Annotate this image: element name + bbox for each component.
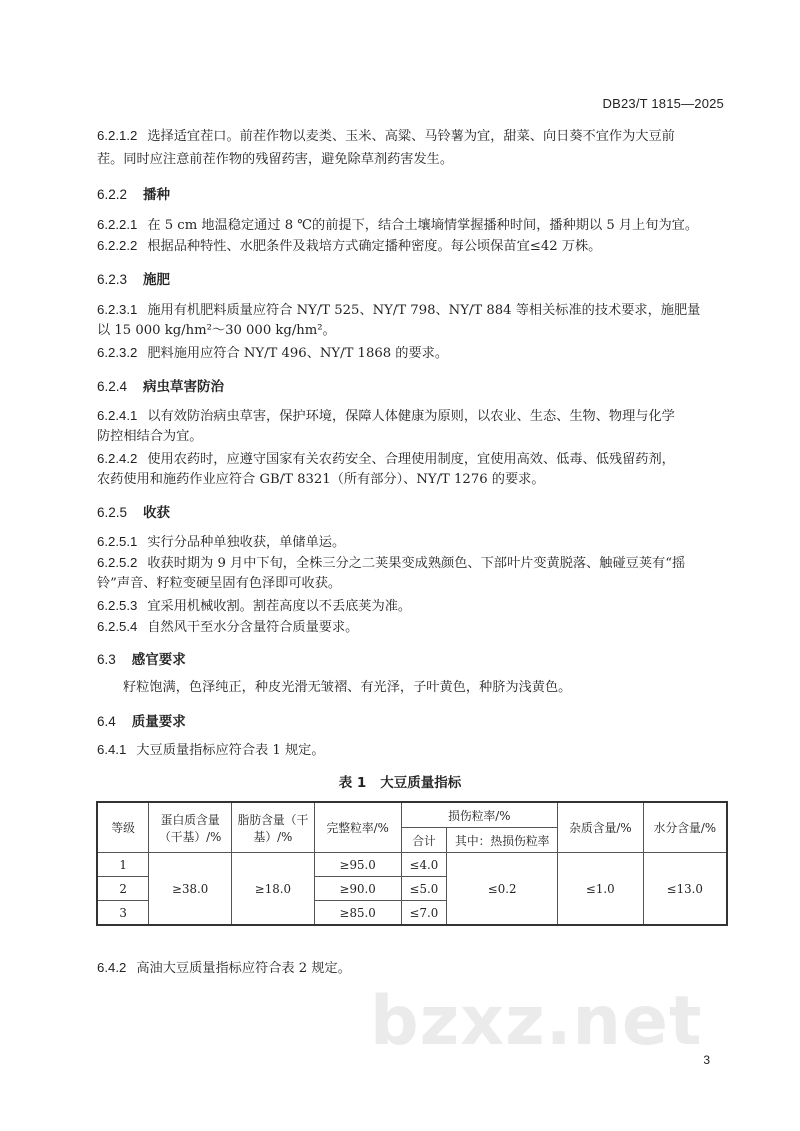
section-number: 6.3 <box>97 652 116 667</box>
clause-text: 大豆质量指标应符合表 1 规定。 <box>136 743 325 758</box>
clause-text: 施用有机肥料质量应符合 NY/T 525、NY/T 798、NY/T 884 等相关标准的技术要求，施肥量 <box>147 303 701 318</box>
clause-text: 高油大豆质量指标应符合表 2 规定。 <box>136 961 351 976</box>
clause-text: 自然风干至水分含量符合质量要求。 <box>147 620 359 635</box>
section-number: 6.2.4 <box>97 379 128 394</box>
document-number: DB23/T 1815—2025 <box>602 96 724 111</box>
clause-6-4-1 <box>97 740 325 761</box>
clause-text: 收获时期为 9 月中下旬，全株三分之二荚果变成熟颜色、下部叶片变黄脱落、触碰豆荚有“摇 <box>147 556 686 571</box>
clause-text: 以有效防治病虫草害，保护环境，保障人体健康为原则，以农业、生态、生物、物理与化学 <box>147 409 675 424</box>
section-heading-6-2-3 <box>97 268 170 288</box>
clause-text: 实行分品种单独收获，单储单运。 <box>147 535 346 550</box>
cell-fat: ≥18.0 <box>232 853 315 926</box>
section-title: 播种 <box>143 187 171 203</box>
watermark: bzxz.net <box>370 982 703 1061</box>
clause-6-2-2-2 <box>97 236 601 257</box>
section-number: 6.2.5 <box>97 505 128 520</box>
header-heat-damaged: 其中：热损伤粒率 <box>447 828 558 853</box>
section-title: 施肥 <box>143 272 171 288</box>
clause-6-2-4-1-line2: 防控相结合为宜。 <box>97 429 203 444</box>
clause-text: 使用农药时，应遵守国家有关农药安全、合理使用制度，宜使用高效、低毒、低残留药剂， <box>147 452 675 467</box>
clause-6-2-5-2-line2: 铃”声音、籽粒变硬呈固有色泽即可收获。 <box>97 576 342 591</box>
header-protein: 蛋白质含量（干基）/% <box>149 802 232 853</box>
table-caption-title: 大豆质量指标 <box>380 775 462 791</box>
table-row <box>97 853 727 877</box>
section-title: 感官要求 <box>131 652 186 668</box>
header-damaged-kernel: 损伤粒率/% <box>401 802 557 828</box>
clause-6-2-4-1-line1 <box>97 406 675 427</box>
header-fat: 脂肪含量（干基）/% <box>232 802 315 853</box>
header-grade: 等级 <box>97 802 149 853</box>
header-impurity: 杂质含量/% <box>558 802 644 853</box>
header-moisture: 水分含量/% <box>643 802 727 853</box>
cell-complete-kernel: ≥95.0 <box>314 853 401 877</box>
page-number: 3 <box>703 1053 710 1067</box>
cell-damaged-total: ≤7.0 <box>401 901 447 926</box>
clause-number: 6.2.3.1 <box>97 302 138 317</box>
clause-text: 在 5 cm 地温稳定通过 8 ℃的前提下，结合土壤墒情掌握播种时间，播种期以 5 月上旬为宜。 <box>147 218 699 233</box>
clause-number: 6.2.5.1 <box>97 534 138 549</box>
clause-text: 肥料施用应符合 NY/T 496、NY/T 1868 的要求。 <box>147 346 449 361</box>
clause-6-2-1-2-line2: 茬。同时应注意前茬作物的残留药害，避免除草剂药害发生。 <box>97 152 454 167</box>
table-caption-number: 表 1 <box>338 775 367 791</box>
clause-number: 6.2.5.2 <box>97 555 138 570</box>
section-heading-6-4 <box>97 710 186 730</box>
clause-6-2-5-4 <box>97 617 358 638</box>
clause-number: 6.4.1 <box>97 742 127 757</box>
table-header-row <box>97 802 727 828</box>
section-title: 收获 <box>143 505 171 521</box>
soybean-quality-table <box>96 801 728 926</box>
clause-text: 选择适宜茬口。前茬作物以麦类、玉米、高粱、马铃薯为宜，甜菜、向日葵不宜作为大豆前 <box>147 129 675 144</box>
table-caption <box>0 771 800 791</box>
header-damaged-total: 合计 <box>401 828 447 853</box>
clause-number: 6.2.1.2 <box>97 128 138 143</box>
clause-text: 根据品种特性、水肥条件及栽培方式确定播种密度。每公顷保苗宜≤42 万株。 <box>147 239 602 254</box>
cell-damaged-total: ≤4.0 <box>401 853 447 877</box>
section-heading-6-2-5 <box>97 501 170 521</box>
clause-6-2-4-2-line1 <box>97 449 675 470</box>
clause-6-2-5-2-line1 <box>97 553 685 574</box>
clause-number: 6.2.5.4 <box>97 619 138 634</box>
cell-impurity: ≤1.0 <box>558 853 644 926</box>
cell-heat-damaged: ≤0.2 <box>447 853 558 926</box>
section-heading-6-3 <box>97 648 186 668</box>
cell-grade: 3 <box>97 901 149 926</box>
cell-complete-kernel: ≥90.0 <box>314 877 401 901</box>
section-heading-6-2-4 <box>97 375 224 395</box>
section-number: 6.4 <box>97 714 116 729</box>
clause-number: 6.2.3.2 <box>97 345 138 360</box>
clause-6-2-5-1 <box>97 532 345 553</box>
clause-6-2-3-2 <box>97 343 448 364</box>
clause-number: 6.2.4.1 <box>97 408 138 423</box>
cell-grade: 1 <box>97 853 149 877</box>
clause-6-2-5-3 <box>97 596 411 617</box>
clause-number: 6.4.2 <box>97 960 127 975</box>
clause-6-4-2 <box>97 958 351 979</box>
clause-6-2-2-1 <box>97 215 698 236</box>
cell-grade: 2 <box>97 877 149 901</box>
cell-damaged-total: ≤5.0 <box>401 877 447 901</box>
clause-6-2-3-1-line2: 以 15 000 kg/hm²～30 000 kg/hm²。 <box>97 323 336 338</box>
cell-complete-kernel: ≥85.0 <box>314 901 401 926</box>
section-number: 6.2.2 <box>97 187 128 202</box>
clause-6-2-1-2-line1 <box>97 126 675 147</box>
clause-number: 6.2.5.3 <box>97 598 138 613</box>
section-heading-6-2-2 <box>97 183 170 203</box>
clause-number: 6.2.4.2 <box>97 451 138 466</box>
clause-number: 6.2.2.1 <box>97 217 138 232</box>
clause-text: 宜采用机械收割。割茬高度以不丢底荚为准。 <box>147 599 412 614</box>
clause-number: 6.2.2.2 <box>97 238 138 253</box>
cell-moisture: ≤13.0 <box>643 853 727 926</box>
sensory-requirements-text: 籽粒饱满，色泽纯正，种皮光滑无皱褶、有光泽，子叶黄色，种脐为浅黄色。 <box>123 680 572 695</box>
header-complete-kernel: 完整粒率/% <box>314 802 401 853</box>
section-title: 质量要求 <box>131 714 186 730</box>
clause-6-2-4-2-line2: 农药使用和施药作业应符合 GB/T 8321（所有部分）、NY/T 1276 的要求。 <box>97 472 545 487</box>
section-number: 6.2.3 <box>97 272 128 287</box>
section-title: 病虫草害防治 <box>143 379 225 395</box>
cell-protein: ≥38.0 <box>149 853 232 926</box>
clause-6-2-3-1-line1 <box>97 300 700 321</box>
